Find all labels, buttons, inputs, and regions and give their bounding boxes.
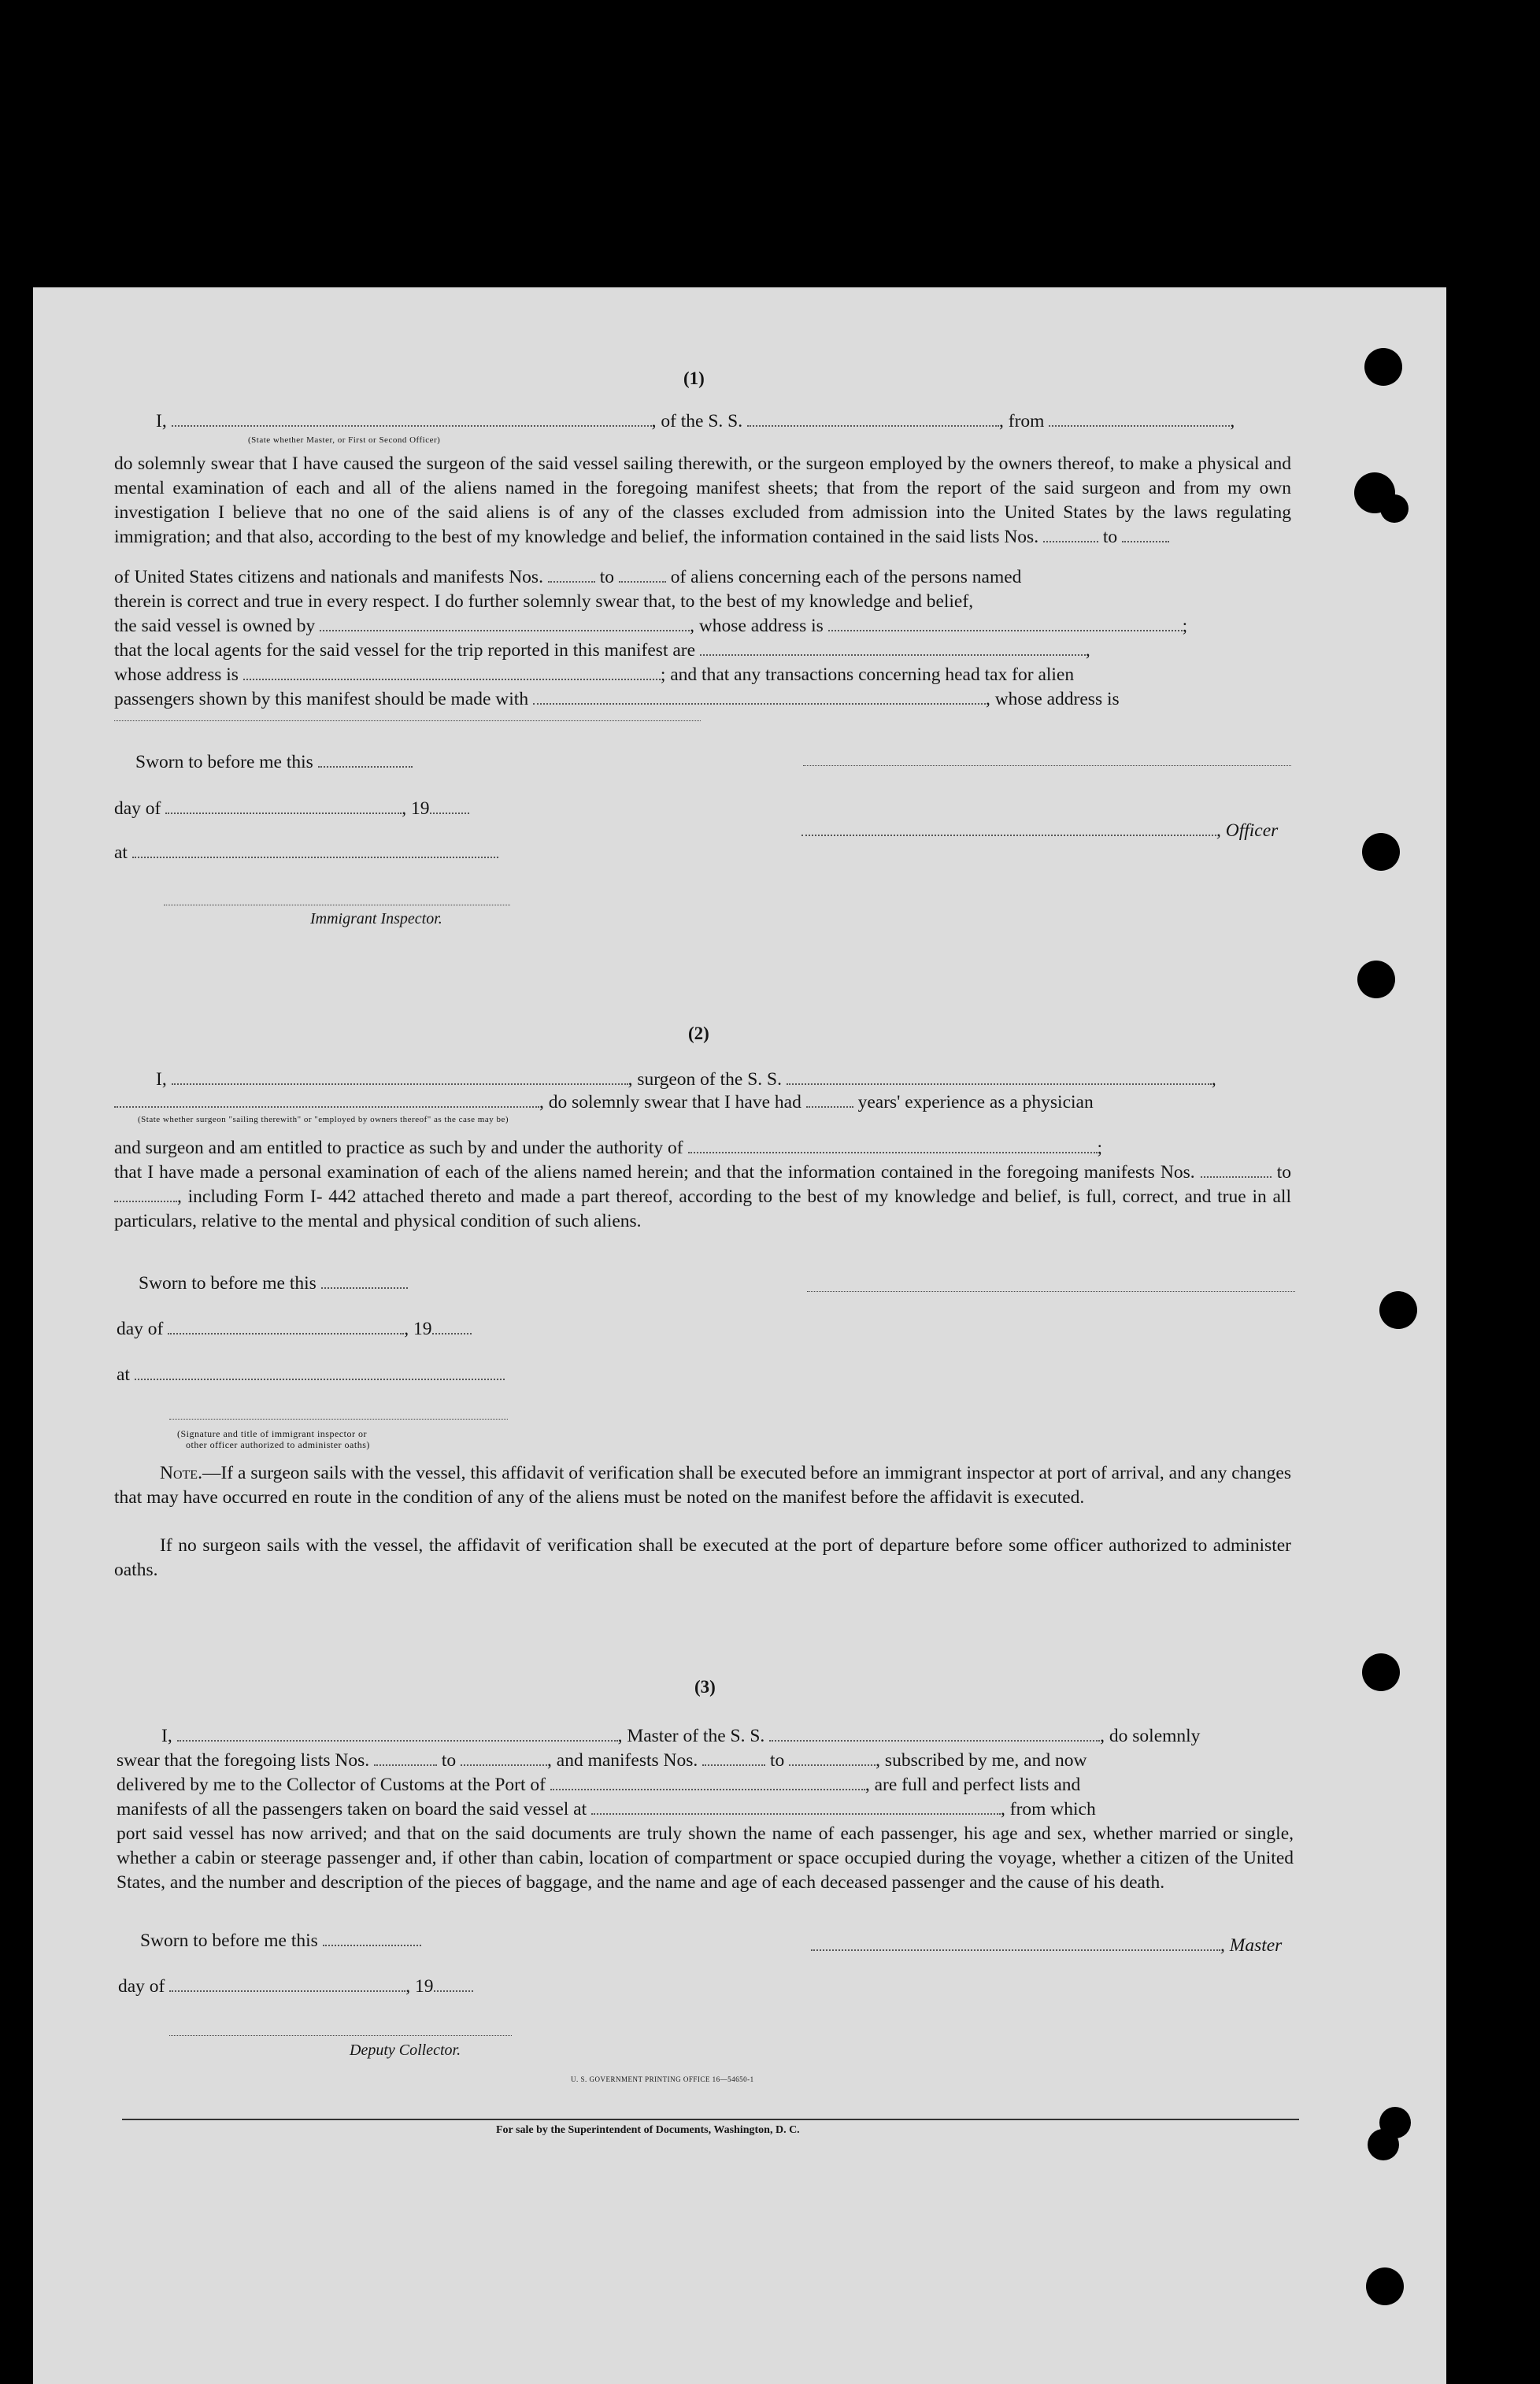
- footer-rule: [122, 2119, 1299, 2120]
- text: Sworn to before me this: [140, 1931, 318, 1951]
- text: at: [117, 1364, 130, 1385]
- text: , do solemnly swear that I have had: [539, 1092, 801, 1112]
- text: , 19: [405, 1976, 434, 1997]
- master-label: , Master: [1220, 1935, 1283, 1956]
- section-number: (3): [694, 1677, 716, 1697]
- signature-line: [807, 1291, 1295, 1292]
- text: , 19: [402, 798, 430, 819]
- note-label: Note.: [160, 1463, 202, 1483]
- deputy-label: Deputy Collector.: [350, 2042, 461, 2059]
- text: , Master of the S. S.: [617, 1726, 765, 1746]
- text: at: [114, 842, 128, 863]
- text: to: [599, 567, 614, 587]
- text: that the local agents for the said vessel for the trip reported in this manifest are: [114, 640, 696, 661]
- text: do solemnly swear that I have caused the surgeon of the said vessel sailing therewith, or the surgeon employed by the owners thereof, to make a physical and mental examination of each and all of the aliens named in the foregoing manifest sheets; that from the report of the said surgeon and from my own investigation I believe that no one of the said aliens is of any of the classes excluded from admission into the United States by the laws regulating immigration; and that also, according to the best of my knowledge and belief, the information contained in the said lists Nos.: [114, 453, 1291, 547]
- note-paragraph: If no surgeon sails with the vessel, the affidavit of verification shall be executed at the port of departure before some officer authorized to administer oaths.: [114, 1535, 1291, 1580]
- text: passengers shown by this manifest should be made with: [114, 689, 529, 709]
- oath-line: therein is correct and true in every respect. I do further solemnly swear that, to the best of my knowledge and belief,: [114, 591, 974, 612]
- text: day of: [117, 1319, 164, 1339]
- oath-paragraph: [114, 1161, 1291, 1234]
- oath-paragraph: [114, 452, 1291, 550]
- text: Sworn to before me this: [139, 1273, 317, 1294]
- field-note: (State whether surgeon "sailing therewith" or "employed by owners thereof" as the case may be): [138, 1115, 509, 1124]
- punch-hole: [1380, 494, 1409, 523]
- text: , surgeon of the S. S.: [627, 1069, 782, 1090]
- text: to: [441, 1750, 457, 1771]
- text: manifests of all the passengers taken on board the said vessel at: [117, 1799, 587, 1819]
- section-number: (1): [683, 368, 705, 388]
- oath-line: [114, 1090, 1094, 1115]
- text: —If a surgeon sails with the vessel, this affidavit of verification shall be executed before an immigrant inspector at port of arrival, and any changes that may have occurred en route in the condition of any of the aliens must be noted on the manifest before the affidavit is executed.: [114, 1463, 1291, 1508]
- at-line: [114, 841, 498, 865]
- oath-line: that the local agents for the said vessel for the trip reported in this manifest are ,: [114, 640, 1090, 661]
- text: , from: [999, 411, 1045, 431]
- inspector-label: Immigrant Inspector.: [310, 910, 442, 927]
- note-paragraph: [114, 1461, 1291, 1510]
- punch-hole: [1364, 348, 1402, 386]
- text: I,: [156, 411, 167, 431]
- blank-line: [114, 720, 701, 721]
- sworn-line: [140, 1929, 421, 1953]
- oath-line: [114, 687, 1120, 712]
- field-note: other officer authorized to administer oaths): [186, 1439, 370, 1450]
- text: that I have made a personal examination of each of the aliens named herein; and that the information contained in the foregoing manifests Nos.: [114, 1162, 1195, 1183]
- punch-hole: [1357, 961, 1395, 998]
- text: Sworn to before me this: [135, 752, 313, 772]
- text: to: [1276, 1162, 1292, 1183]
- text: , do solemnly: [1100, 1726, 1201, 1746]
- master-line: [811, 1934, 1282, 1958]
- oath-line: and surgeon and am entitled to practice as such by and under the authority of ;: [114, 1138, 1103, 1158]
- day-line: [117, 1317, 472, 1342]
- oath-line: I, , surgeon of the S. S. ,: [156, 1069, 1216, 1090]
- text: , are full and perfect lists and: [864, 1775, 1081, 1795]
- oath-line: [117, 1797, 1096, 1822]
- text: , from which: [1001, 1799, 1096, 1819]
- oath-line: I, , of the S. S. , from ,: [156, 411, 1235, 431]
- sworn-line: [135, 750, 413, 775]
- punch-hole: [1368, 2129, 1399, 2160]
- oath-line: [161, 1724, 1200, 1749]
- day-line: [114, 797, 469, 821]
- text: the said vessel is owned by: [114, 616, 316, 636]
- text: and surgeon and am entitled to practice as such by and under the authority of: [114, 1138, 683, 1158]
- at-line: [117, 1363, 505, 1387]
- text: to: [770, 1750, 785, 1771]
- oath-paragraph: port said vessel has now arrived; and that on the said documents are truly shown the name of each passenger, his age and sex, whether married or single, whether a cabin or steerage passenger and, if other than cabin, location of compartment or space occupied during the voyage, whether a citizen of the United States, and the number and description of the pieces of baggage, and the name and age of each deceased passenger and the cause of his death.: [117, 1823, 1294, 1893]
- sworn-line: [139, 1272, 408, 1296]
- text: of aliens concerning each of the persons named: [670, 567, 1022, 587]
- punch-hole: [1366, 2267, 1404, 2305]
- text: , whose address is: [985, 689, 1120, 709]
- signature-line: [169, 2035, 512, 2036]
- text: , and manifests Nos.: [547, 1750, 698, 1771]
- punch-hole: [1379, 1291, 1417, 1329]
- text: to: [1102, 527, 1118, 547]
- text: ; and that any transactions concerning head tax for alien: [660, 664, 1075, 685]
- oath-line: [117, 1773, 1080, 1797]
- officer-label: , Officer: [1216, 820, 1279, 841]
- signature-line: [169, 1419, 508, 1420]
- signature-line: [803, 765, 1291, 766]
- section-number: (2): [688, 1024, 709, 1043]
- footer-note: For sale by the Superintendent of Documents, Washington, D. C.: [496, 2124, 800, 2136]
- text: I,: [161, 1726, 172, 1746]
- text: delivered by me to the Collector of Customs at the Port of: [117, 1775, 546, 1795]
- day-line: [118, 1975, 473, 1999]
- text: day of: [118, 1976, 165, 1997]
- text: years' experience as a physician: [857, 1092, 1094, 1112]
- oath-line: [114, 565, 1021, 590]
- printer-imprint: U. S. GOVERNMENT PRINTING OFFICE 16—54650-1: [571, 2075, 754, 2083]
- punch-hole: [1362, 1653, 1400, 1691]
- oath-line: the said vessel is owned by , whose address is ;: [114, 616, 1188, 636]
- text: , 19: [404, 1319, 432, 1339]
- field-note: (State whether Master, or First or Second Officer): [248, 435, 441, 445]
- text: whose address is: [114, 664, 239, 685]
- text: I,: [156, 1069, 167, 1090]
- oath-line: [117, 1749, 1087, 1773]
- officer-line: [801, 819, 1278, 843]
- text: day of: [114, 798, 161, 819]
- text: , subscribed by me, and now: [876, 1750, 1087, 1771]
- text: swear that the foregoing lists Nos.: [117, 1750, 370, 1771]
- text: , whose address is: [690, 616, 824, 636]
- text: , including Form I- 442 attached thereto and made a part thereof, according to the best of my knowledge and belief, is full, correct, and true in all particulars, relative to the mental and physical condition of such aliens.: [114, 1186, 1291, 1231]
- text: , of the S. S.: [651, 411, 743, 431]
- oath-line: [114, 663, 1074, 687]
- field-note: (Signature and title of immigrant inspector or: [177, 1428, 367, 1439]
- punch-hole: [1362, 833, 1400, 871]
- text: of United States citizens and nationals and manifests Nos.: [114, 567, 543, 587]
